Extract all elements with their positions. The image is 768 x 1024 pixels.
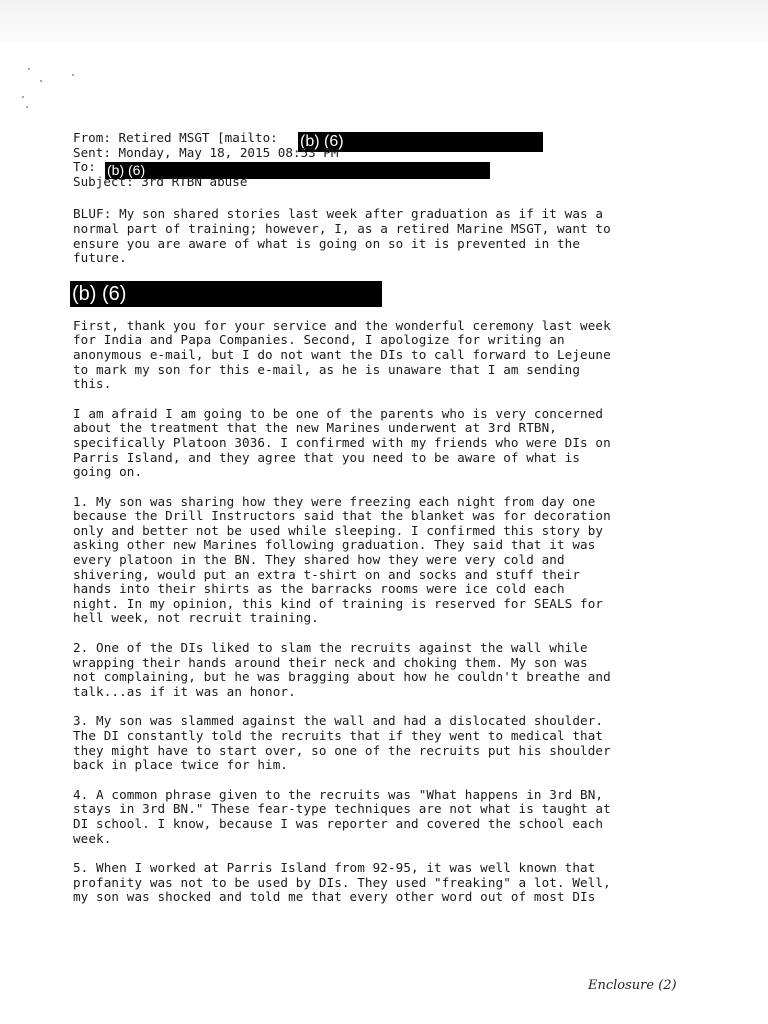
to-redaction: (b) (6) (105, 162, 490, 179)
scan-speck (72, 74, 74, 76)
enclosure-handwritten-note: Enclosure (2) (588, 978, 677, 993)
sent-line (73, 146, 673, 161)
body-paragraph-item-3: 3. My son was slammed against the wall and had a dislocated shoulder. The DI constantly told the recruits that if they went to medical that they might have to start over, so one of the recruits put his shoulder back in place twice for him. (73, 713, 611, 773)
body-paragraph-item-1: 1. My son was sharing how they were freezing each night from day one because the Drill Instructors said that the blanket was for decoration only and better not be used while sleeping. I confirmed this story by asking other new Marines following graduation. They said that it was every platoon in the BN. They shared how they were very cold and shivering, would put an extra t-shirt on and socks and stuff their hands into their shirts as the barracks rooms were ice cold each night. In my opinion, this kind of training is reserved for SEALS for hell week, not recruit training. (73, 493, 611, 626)
body-paragraph-item-2: 2. One of the DIs liked to slam the recruits against the wall while wrapping their hands around their neck and choking them. My son was not complaining, but he was bragging about how he couldn't breathe and talk...as if it was an honor. (73, 640, 611, 699)
from-value: Retired MSGT [mailto: (118, 130, 278, 145)
subject-value: 3rd RTBN abuse (141, 173, 248, 189)
to-line (73, 159, 673, 179)
from-line (73, 130, 673, 150)
body-paragraph-item-5: 5. When I worked at Parris Island from 92-95, it was well known that profanity was not to be used by DIs. They used "freaking" a lot. Well, my son was shocked and told me that every other word out of most DIs (73, 860, 611, 905)
scan-speck (40, 80, 42, 82)
body-paragraph-concern: I am afraid I am going to be one of the parents who is very concerned about the treatment that the new Marines underwent at 3rd RTBN, specifically Platoon 3036. I confirmed with my friends who were DIs on Parris Island, and they agree that you need to be aware of what is going on. (73, 405, 611, 480)
sent-value: Monday, May 18, 2015 08:53 PM (118, 144, 339, 160)
body-paragraph-intro: First, thank you for your service and the wonderful ceremony last week for India and Papa Companies. Second, I apologize for writing an anonymous e-mail, but I do not want the DIs to call forward to Lejeune to mark my son for this e-mail, as he is unaware that I am sending this. (73, 317, 611, 392)
scan-top-band (0, 0, 768, 42)
from-label: From: (73, 130, 111, 145)
subject-line (73, 175, 673, 190)
scan-speck (26, 106, 28, 108)
bluf-paragraph: BLUF: My son shared stories last week after graduation as if it was a normal part of training; however, I, as a retired Marine MSGT, want to ensure you are aware of what is going on so it is prevented in the future. (73, 206, 611, 266)
subject-label: Subject: (73, 173, 134, 189)
email-document (73, 131, 673, 920)
body-paragraph-item-4: 4. A common phrase given to the recruits was "What happens in 3rd BN, stays in 3rd BN." These fear-type techniques are not what is taught at DI school. I know, because I was reporter and covered the school each week. (73, 786, 611, 846)
to-label: To: (73, 159, 96, 175)
salutation-redaction: (b) (6) (70, 281, 382, 307)
scan-speck (28, 68, 30, 70)
sent-label: Sent: (73, 144, 111, 160)
from-redaction: (b) (6) (298, 132, 543, 152)
scan-speck (22, 96, 24, 98)
